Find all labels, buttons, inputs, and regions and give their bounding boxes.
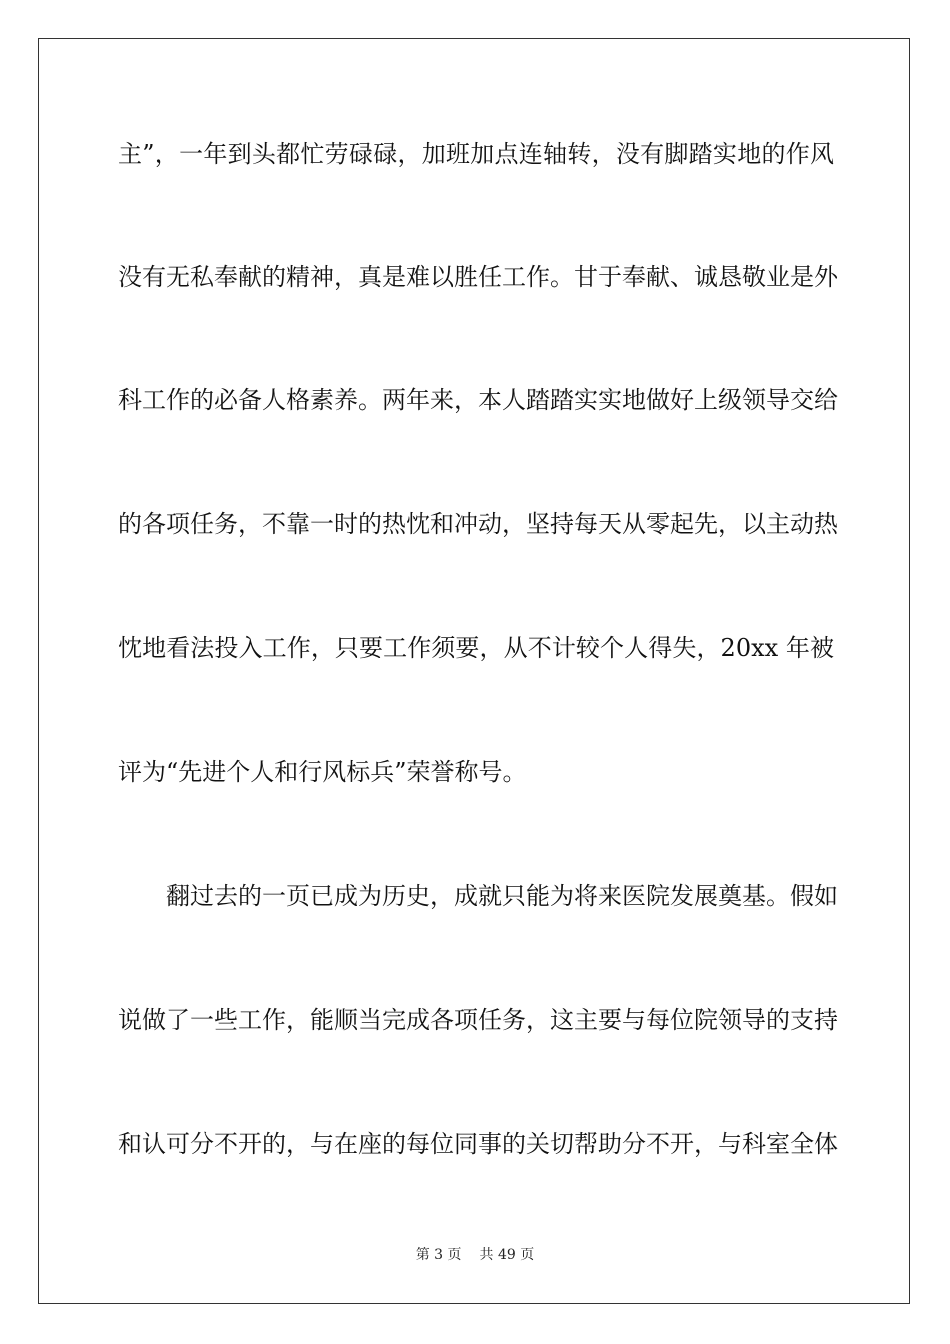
page-footer (0, 1246, 950, 1264)
text-line: 忱地看法投入工作，只要工作须要，从不计较个人得失，20xx 年被 (118, 634, 834, 662)
page-total: 共 49 页 (479, 1247, 535, 1263)
text-line: 说做了一些工作，能顺当完成各项任务，这主要与每位院领导的支持 (118, 1006, 838, 1034)
text-line: 主”，一年到头都忙劳碌碌，加班加点连轴转，没有脚踏实地的作风 (118, 140, 834, 168)
page-number: 第 3 页 (415, 1247, 462, 1263)
text-line: 没有无私奉献的精神，真是难以胜任工作。甘于奉献、诚恳敬业是外 (118, 263, 838, 291)
text-line: 的各项任务，不靠一时的热忱和冲动，坚持每天从零起先，以主动热 (118, 510, 838, 538)
paragraph-first-line: 翻过去的一页已成为历史，成就只能为将来医院发展奠基。假如 (166, 882, 838, 910)
text-line: 评为“先进个人和行风标兵”荣誉称号。 (118, 758, 527, 786)
page-border (38, 38, 910, 1304)
text-line: 和认可分不开的，与在座的每位同事的关切帮助分不开，与科室全体 (118, 1130, 838, 1158)
text-line: 科工作的必备人格素养。两年来，本人踏踏实实地做好上级领导交给 (118, 386, 838, 414)
